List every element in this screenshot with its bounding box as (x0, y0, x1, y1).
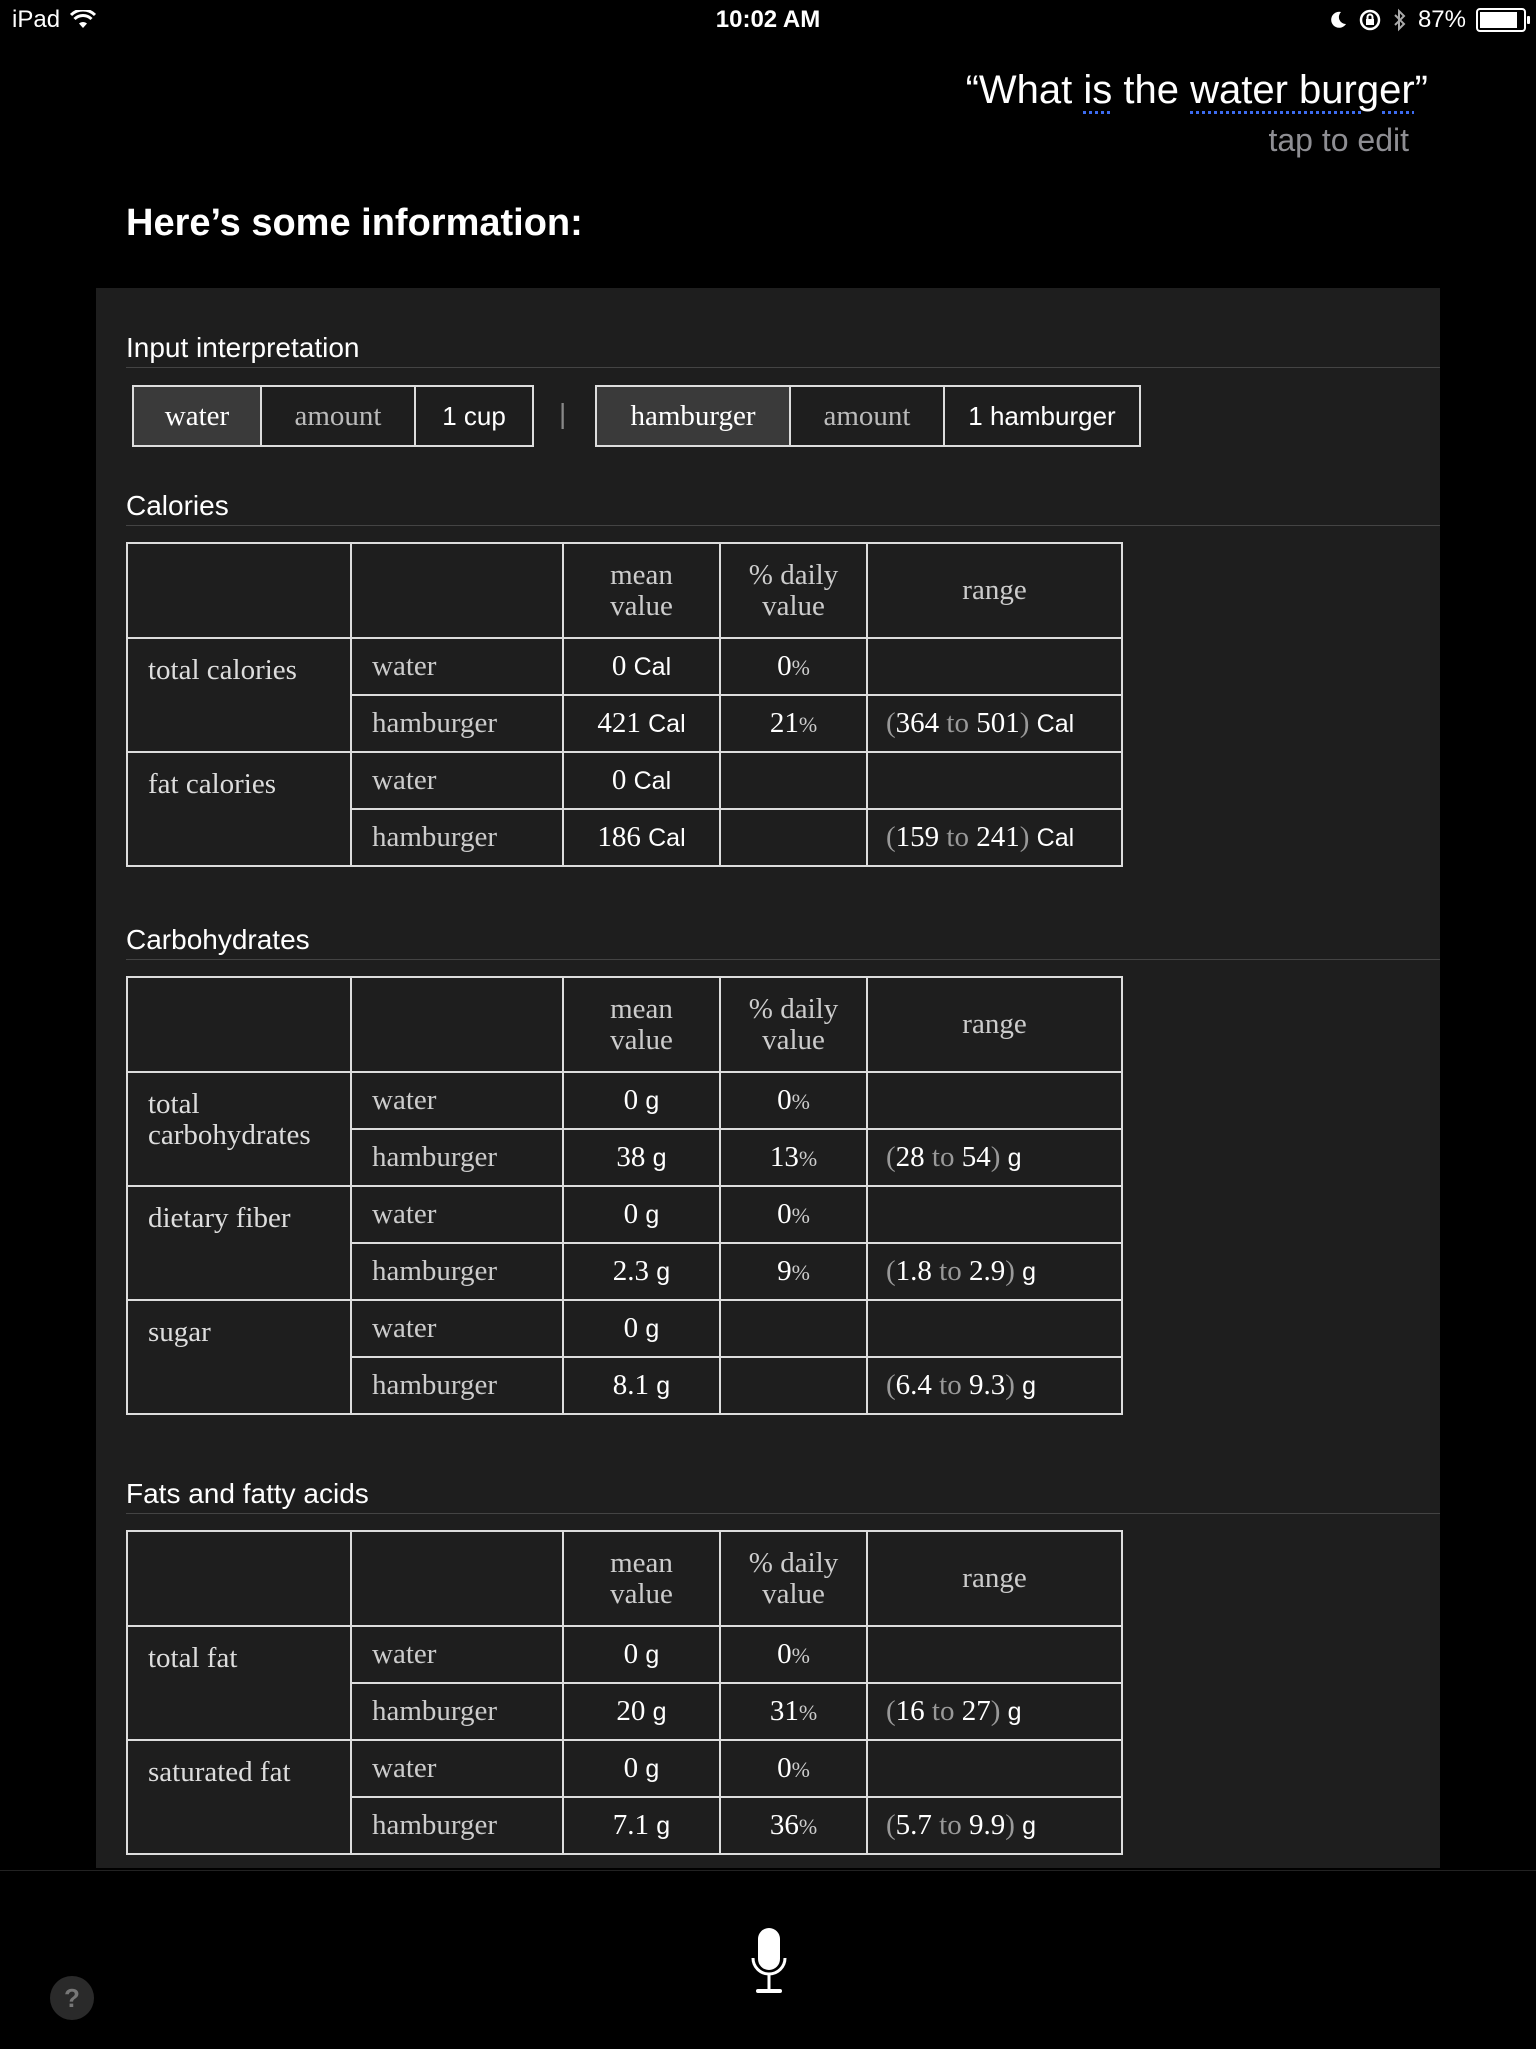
daily-value (720, 809, 867, 866)
status-bar (0, 0, 1536, 42)
input-group-water (132, 385, 534, 447)
daily-value: 31% (720, 1683, 867, 1740)
daily-value (720, 752, 867, 809)
table-row (127, 1740, 1122, 1797)
tap-to-edit-link[interactable]: tap to edit (1268, 122, 1409, 158)
carbohydrates-table (126, 976, 1123, 1415)
range-value (867, 1072, 1122, 1129)
header-empty (351, 977, 563, 1072)
section-title-fats: Fats and fatty acids (126, 1478, 369, 1509)
wolfram-result-card[interactable] (96, 288, 1440, 1868)
section-title-calories: Calories (126, 490, 229, 521)
row-label: dietary fiber (127, 1186, 351, 1300)
food-hamburger: hamburger (351, 1129, 563, 1186)
rotation-lock-icon (1358, 8, 1382, 32)
query-word-is[interactable]: is (1083, 68, 1113, 112)
range-value: (5.7 to 9.9) g (867, 1797, 1122, 1854)
mean-value: 0 g (563, 1626, 720, 1683)
range-value: (16 to 27) g (867, 1683, 1122, 1740)
input-value-1-hamburger[interactable]: 1 hamburger (968, 400, 1116, 431)
daily-value: 0% (720, 1072, 867, 1129)
range-value: (6.4 to 9.3) g (867, 1357, 1122, 1414)
response-heading: Here’s some information: (126, 202, 583, 244)
range-value (867, 638, 1122, 695)
daily-value: 0% (720, 638, 867, 695)
mean-value: 0 g (563, 1300, 720, 1357)
mean-value: 0 g (563, 1740, 720, 1797)
battery-level (1480, 12, 1517, 28)
fats-table (126, 1530, 1123, 1855)
status-right (1328, 6, 1526, 34)
query-word-water-burger[interactable]: water burger (1190, 68, 1415, 112)
food-hamburger: hamburger (351, 1357, 563, 1414)
range-value (867, 752, 1122, 809)
food-water: water (351, 752, 563, 809)
food-hamburger: hamburger (351, 809, 563, 866)
header-mean-value: mean value (563, 1531, 720, 1626)
range-value: (28 to 54) g (867, 1129, 1122, 1186)
input-item-water[interactable]: water (134, 387, 262, 445)
input-group-hamburger (595, 385, 1141, 447)
section-title-carbohydrates: Carbohydrates (126, 924, 310, 955)
daily-value: 0% (720, 1186, 867, 1243)
daily-value (720, 1357, 867, 1414)
mean-value: 0 g (563, 1072, 720, 1129)
food-water: water (351, 1186, 563, 1243)
table-row (127, 1186, 1122, 1243)
food-hamburger: hamburger (351, 1797, 563, 1854)
range-value: (159 to 241) Cal (867, 809, 1122, 866)
header-empty (351, 1531, 563, 1626)
header-daily-value: % daily value (720, 543, 867, 638)
food-water: water (351, 1072, 563, 1129)
range-value (867, 1186, 1122, 1243)
row-label: total carbohydrates (127, 1072, 351, 1186)
siri-bottom-bar (0, 1870, 1536, 2049)
header-empty (127, 977, 351, 1072)
table-row (127, 1300, 1122, 1357)
food-water: water (351, 1626, 563, 1683)
range-value (867, 1300, 1122, 1357)
daily-value: 9% (720, 1243, 867, 1300)
battery-percent: 87% (1417, 6, 1466, 33)
header-empty (127, 1531, 351, 1626)
siri-query[interactable]: “What is the water burger” (965, 68, 1428, 112)
input-item-hamburger[interactable]: hamburger (597, 387, 791, 445)
header-daily-value: % daily value (720, 1531, 867, 1626)
header-range: range (867, 543, 1122, 638)
divider (126, 525, 1440, 526)
input-attr-amount[interactable]: amount (791, 387, 945, 445)
daily-value: 36% (720, 1797, 867, 1854)
header-daily-value: % daily value (720, 977, 867, 1072)
header-empty (351, 543, 563, 638)
mean-value: 0 Cal (563, 752, 720, 809)
mean-value: 38 g (563, 1129, 720, 1186)
food-hamburger: hamburger (351, 1683, 563, 1740)
mean-value: 7.1 g (563, 1797, 720, 1854)
input-separator: | (559, 398, 567, 429)
row-label: saturated fat (127, 1740, 351, 1854)
divider (126, 959, 1440, 960)
mean-value: 186 Cal (563, 809, 720, 866)
daily-value (720, 1300, 867, 1357)
table-row (127, 638, 1122, 695)
daily-value: 0% (720, 1740, 867, 1797)
daily-value: 13% (720, 1129, 867, 1186)
moon-icon (1328, 10, 1348, 30)
battery-icon (1476, 8, 1526, 32)
daily-value: 0% (720, 1626, 867, 1683)
microphone-icon[interactable] (750, 1926, 788, 1998)
mean-value: 2.3 g (563, 1243, 720, 1300)
device-name: iPad (12, 6, 61, 33)
range-value (867, 1740, 1122, 1797)
range-value: (364 to 501) Cal (867, 695, 1122, 752)
row-label: sugar (127, 1300, 351, 1414)
bluetooth-icon (1392, 8, 1408, 32)
row-label: total fat (127, 1626, 351, 1740)
header-mean-value: mean value (563, 543, 720, 638)
header-range: range (867, 1531, 1122, 1626)
divider (126, 367, 1440, 368)
range-value: (1.8 to 2.9) g (867, 1243, 1122, 1300)
header-empty (127, 543, 351, 638)
calories-table (126, 542, 1123, 867)
food-water: water (351, 638, 563, 695)
divider (126, 1513, 1440, 1514)
mean-value: 421 Cal (563, 695, 720, 752)
table-row (127, 1072, 1122, 1129)
mean-value: 0 Cal (563, 638, 720, 695)
food-hamburger: hamburger (351, 1243, 563, 1300)
table-row (127, 1626, 1122, 1683)
header-range: range (867, 977, 1122, 1072)
input-value-1-cup[interactable]: 1 cup (442, 400, 506, 431)
mean-value: 0 g (563, 1186, 720, 1243)
food-hamburger: hamburger (351, 695, 563, 752)
food-water: water (351, 1300, 563, 1357)
daily-value: 21% (720, 695, 867, 752)
status-time: 10:02 AM (715, 6, 821, 33)
mean-value: 20 g (563, 1683, 720, 1740)
section-title-input: Input interpretation (126, 332, 360, 363)
header-mean-value: mean value (563, 977, 720, 1072)
range-value (867, 1626, 1122, 1683)
table-row (127, 752, 1122, 809)
row-label: total calories (127, 638, 351, 752)
input-attr-amount[interactable]: amount (262, 387, 416, 445)
mean-value: 8.1 g (563, 1357, 720, 1414)
food-water: water (351, 1740, 563, 1797)
row-label: fat calories (127, 752, 351, 866)
help-button[interactable]: ? (50, 1976, 94, 2020)
